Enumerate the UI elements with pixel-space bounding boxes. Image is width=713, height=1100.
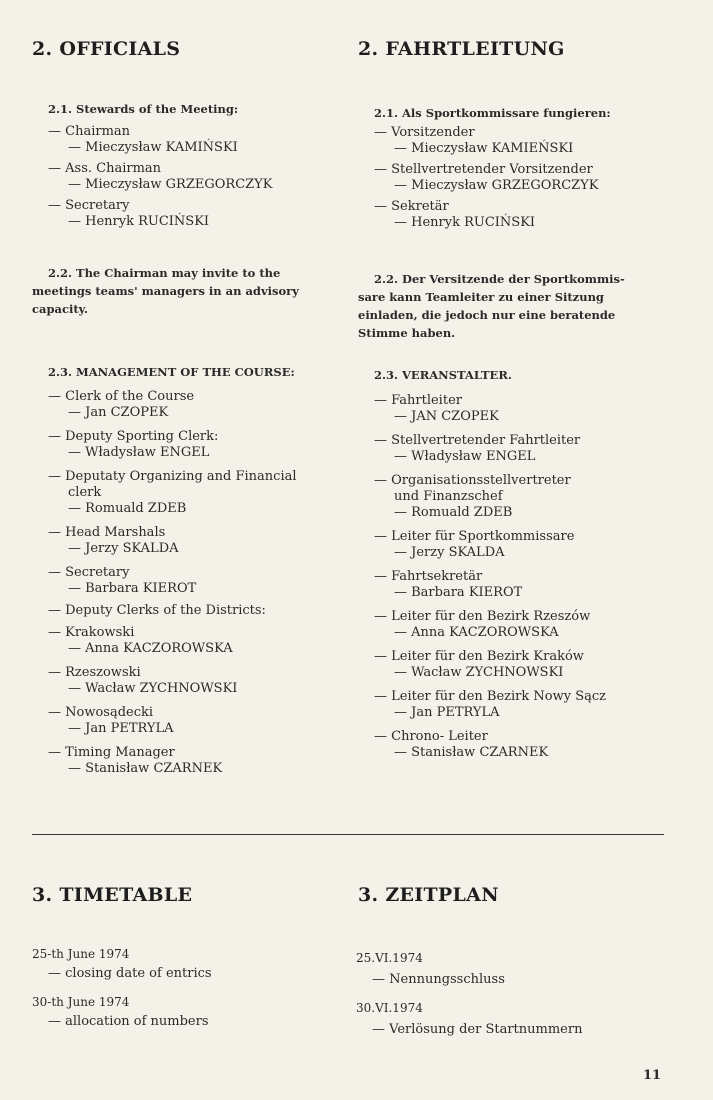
subheading: 2.1. Als Sportkommissare fungieren: (374, 106, 611, 120)
role: — Leiter für den Bezirk Nowy Sącz (374, 689, 607, 704)
person: — Jan CZOPEK (68, 405, 169, 420)
veranstalter-heading (374, 368, 694, 382)
stewards-block (48, 102, 366, 116)
role: — Leiter für Sportkommissare (374, 529, 575, 544)
timetable-list (32, 946, 350, 1030)
event: — closing date of entrics (48, 966, 212, 981)
person: — Barbara KIEROT (68, 581, 197, 596)
paragraph-line: sare kann Teamleiter zu einer Sitzung (358, 290, 604, 304)
event: — Nennungsschluss (372, 972, 505, 987)
role: — Ass. Chairman (48, 161, 162, 176)
section-divider (32, 834, 664, 835)
person: — Władysław ENGEL (68, 445, 210, 460)
role: — Secretary (48, 565, 130, 580)
page-number: 11 (643, 1068, 662, 1083)
date: 25-th June 1974 (32, 947, 130, 961)
role-continued: und Finanzschef (394, 489, 503, 504)
role: — Deputy Clerks of the Districts: (48, 603, 266, 618)
person: — Jerzy SKALDA (68, 541, 179, 556)
person: — Jan PETRYLA (394, 705, 500, 720)
role: — Vorsitzender (374, 125, 475, 140)
paragraph-line: 2.2. Der Versitzende der Sportkommis- (374, 272, 625, 286)
person: — Mieczysław GRZEGORCZYK (394, 178, 599, 193)
role: — Rzeszowski (48, 665, 141, 680)
person: — Romuald ZDEB (68, 501, 187, 516)
person: — Wacław ZYCHNOWSKI (394, 665, 564, 680)
role: — Secretary (48, 198, 130, 213)
paragraph-line: meetings teams' managers in an advisory (32, 284, 299, 298)
section-title-officials (32, 38, 350, 60)
subheading: 2.3. MANAGEMENT OF THE COURSE: (48, 365, 295, 379)
management-list (48, 389, 344, 777)
role: — Organisationsstellvertreter (374, 473, 571, 488)
section-title-timetable (32, 884, 350, 906)
date: 30.VI.1974 (356, 1001, 423, 1015)
person: — Henryk RUCIŃSKI (394, 215, 536, 230)
role: — Krakowski (48, 625, 135, 640)
stewards-list (48, 124, 366, 230)
paragraph-line: capacity. (32, 302, 88, 316)
role: — Stellvertretender Fahrtleiter (374, 433, 581, 448)
person: — Anna KACZOROWSKA (394, 625, 559, 640)
heading: 2. OFFICIALS (32, 38, 181, 60)
role: — Chairman (48, 124, 131, 139)
date: 30-th June 1974 (32, 995, 130, 1009)
person: — Stanisław CZARNEK (394, 745, 549, 760)
paragraph-line: 2.2. The Chairman may invite to the (48, 266, 281, 280)
person: — Mieczysław KAMIŃSKI (68, 140, 238, 155)
section-title-zeitplan (358, 884, 678, 906)
zeitplan-list (356, 950, 676, 1038)
paragraph-line: Stimme haben. (358, 326, 456, 340)
sportkommissare-list (374, 125, 694, 231)
person: — Jerzy SKALDA (394, 545, 505, 560)
heading: 3. TIMETABLE (32, 884, 193, 906)
role-continued: clerk (68, 485, 102, 500)
person: — Barbara KIEROT (394, 585, 523, 600)
person: — Władysław ENGEL (394, 449, 536, 464)
person: — Mieczysław KAMIEŃSKI (394, 141, 574, 156)
person: — Anna KACZOROWSKA (68, 641, 233, 656)
role: — Fahrtsekretär (374, 569, 483, 584)
teamleiter-paragraph (358, 270, 664, 342)
role: — Deputy Sporting Clerk: (48, 429, 219, 444)
sportkommissare-block (374, 106, 694, 120)
paragraph-line: einladen, die jedoch nur eine beratende (358, 308, 616, 322)
date: 25.VI.1974 (356, 951, 423, 965)
person: — Romuald ZDEB (394, 505, 513, 520)
heading: 3. ZEITPLAN (358, 884, 499, 906)
event: — Verlösung der Startnummern (372, 1022, 583, 1037)
role: — Chrono- Leiter (374, 729, 488, 744)
role: — Deputaty Organizing and Financial (48, 469, 297, 484)
role: — Sekretär (374, 199, 449, 214)
management-heading (48, 365, 366, 379)
role: — Leiter für den Bezirk Rzeszów (374, 609, 591, 624)
role: — Leiter für den Bezirk Kraków (374, 649, 584, 664)
person: — Henryk RUCIŃSKI (68, 214, 210, 229)
role: — Timing Manager (48, 745, 175, 760)
heading: 2. FAHRTLEITUNG (358, 38, 565, 60)
subheading: 2.3. VERANSTALTER. (374, 368, 512, 382)
person: — JAN CZOPEK (394, 409, 499, 424)
subheading: 2.1. Stewards of the Meeting: (48, 102, 239, 116)
veranstalter-list (374, 393, 670, 761)
role: — Head Marshals (48, 525, 166, 540)
section-title-fahrtleitung (358, 38, 678, 60)
role: — Nowosądecki (48, 705, 154, 720)
person: — Jan PETRYLA (68, 721, 174, 736)
role: — Stellvertretender Vorsitzender (374, 162, 593, 177)
role: — Clerk of the Course (48, 389, 195, 404)
event: — allocation of numbers (48, 1014, 209, 1029)
person: — Mieczysław GRZEGORCZYK (68, 177, 273, 192)
advisory-paragraph (32, 264, 338, 318)
role: — Fahrtleiter (374, 393, 462, 408)
person: — Wacław ZYCHNOWSKI (68, 681, 238, 696)
person: — Stanisław CZARNEK (68, 761, 223, 776)
